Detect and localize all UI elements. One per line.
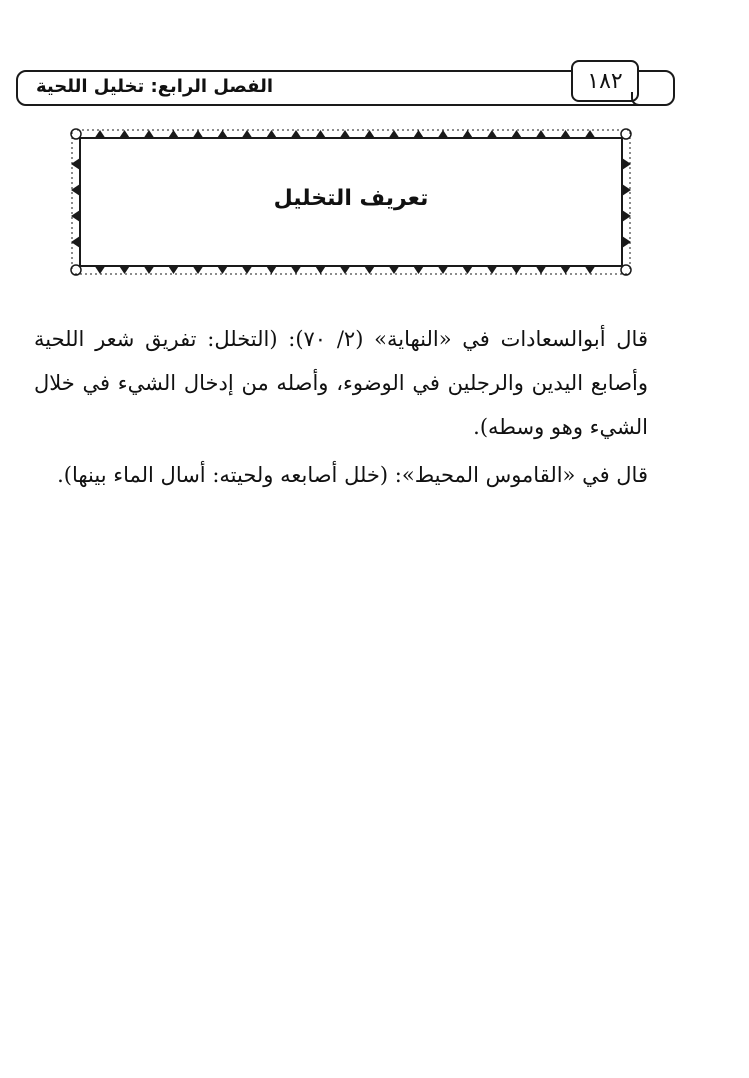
chapter-title: الفصل الرابع: تخليل اللحية xyxy=(36,76,274,97)
border-ornament xyxy=(192,265,204,274)
page-number: ١٨٢ xyxy=(587,69,623,94)
border-ornament xyxy=(560,265,572,274)
page-number-box xyxy=(571,60,639,102)
border-ornament xyxy=(119,265,131,274)
border-ornament xyxy=(241,130,253,139)
border-ornament xyxy=(143,265,155,274)
border-ornament xyxy=(143,130,155,139)
border-ornament xyxy=(94,265,106,274)
border-ornament xyxy=(192,130,204,139)
border-ornament xyxy=(364,265,376,274)
border-ornament xyxy=(413,265,425,274)
border-ornament xyxy=(388,265,400,274)
border-ornament xyxy=(584,265,596,274)
border-ornament xyxy=(266,130,278,139)
border-ornament xyxy=(290,130,302,139)
border-ornament xyxy=(462,265,474,274)
border-ornament xyxy=(168,265,180,274)
border-ornament xyxy=(462,130,474,139)
section-title-frame xyxy=(66,124,636,280)
border-ornament xyxy=(437,265,449,274)
border-ornament xyxy=(364,130,376,139)
border-ornament xyxy=(290,265,302,274)
border-ornament xyxy=(437,130,449,139)
border-ornament xyxy=(486,265,498,274)
border-ornament xyxy=(388,130,400,139)
border-ornament xyxy=(413,130,425,139)
border-ornament xyxy=(315,265,327,274)
border-ornament xyxy=(217,130,229,139)
body-paragraph-1: قال أبوالسعادات في «النهاية» (٢/ ٧٠): (التخلل: تفريق شعر اللحية وأصابع اليدين والرجلين في الوضوء، وأصله من إدخال الشيء في خلال الشيء وهو وسطه). xyxy=(34,327,648,439)
section-title: تعريف التخليل xyxy=(273,186,429,211)
border-ornament xyxy=(71,210,80,222)
border-ornament xyxy=(315,130,327,139)
border-ornament xyxy=(266,265,278,274)
border-ornament xyxy=(94,130,106,139)
border-ornament xyxy=(622,210,631,222)
border-ornament xyxy=(339,130,351,139)
border-ornament xyxy=(511,265,523,274)
border-ornament xyxy=(535,130,547,139)
border-ornament xyxy=(241,265,253,274)
body-paragraph-2: قال في «القاموس المحيط»: (خلل أصابعه ولحيته: أسال الماء بينها). xyxy=(57,463,648,487)
page-number-tab-ornament xyxy=(631,92,645,106)
border-ornament xyxy=(511,130,523,139)
border-ornament xyxy=(486,130,498,139)
border-ornament xyxy=(217,265,229,274)
border-ornament xyxy=(535,265,547,274)
border-ornament xyxy=(168,130,180,139)
border-ornament xyxy=(339,265,351,274)
border-ornament xyxy=(119,130,131,139)
border-ornament xyxy=(560,130,572,139)
border-ornament xyxy=(584,130,596,139)
running-header xyxy=(16,70,675,106)
